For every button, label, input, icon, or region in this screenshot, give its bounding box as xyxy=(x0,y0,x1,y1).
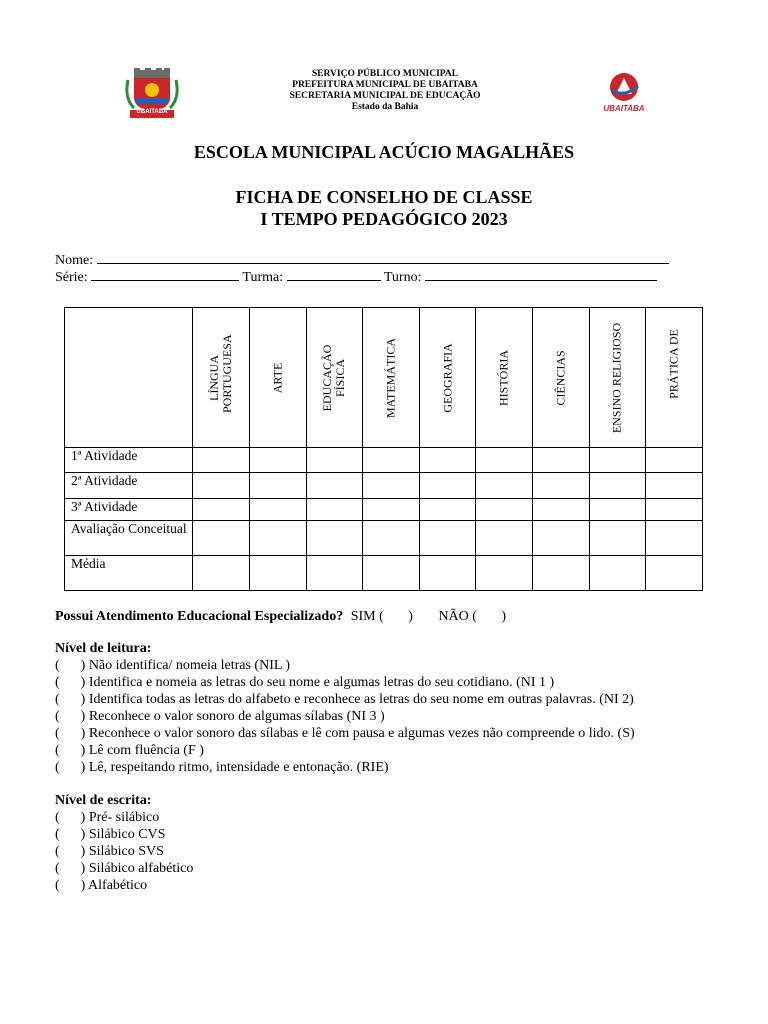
grade-cell[interactable] xyxy=(646,556,703,591)
subject-header xyxy=(589,308,646,448)
grade-cell[interactable] xyxy=(193,448,250,473)
grade-cell[interactable] xyxy=(533,556,590,591)
reading-option[interactable]: ( ) Lê, respeitando ritmo, intensidade e entonação. (RIE) xyxy=(55,760,389,775)
row-label: 1ª Atividade xyxy=(65,448,193,473)
serie-input-line[interactable] xyxy=(91,269,239,281)
subject-label: CIÊNCIAS xyxy=(553,349,568,406)
grades-table xyxy=(64,307,703,591)
subject-label: LÍNGUA PORTUGUESA xyxy=(207,333,235,413)
form-title-line-1: FICHA DE CONSELHO DE CLASSE xyxy=(235,187,533,207)
grade-cell[interactable] xyxy=(419,556,476,591)
municipal-crest-logo xyxy=(124,68,180,120)
turma-label: Turma: xyxy=(242,270,284,285)
school-name: ESCOLA MUNICIPAL ACÚCIO MAGALHÃES xyxy=(193,142,575,162)
grade-cell[interactable] xyxy=(533,521,590,556)
grade-cell[interactable] xyxy=(476,473,533,499)
grade-cell[interactable] xyxy=(646,473,703,499)
subject-header xyxy=(476,308,533,448)
grade-cell[interactable] xyxy=(589,499,646,521)
row-label: Avaliação Conceitual xyxy=(65,521,193,556)
grade-cell[interactable] xyxy=(476,499,533,521)
reading-option[interactable]: ( ) Não identifica/ nomeia letras (NIL ) xyxy=(55,658,291,673)
reading-option[interactable]: ( ) Identifica e nomeia as letras do seu nome e algumas letras do seu cotidiano. (NI 1 ) xyxy=(55,675,555,690)
aee-question-row xyxy=(55,608,506,625)
ubaitaba-brand-logo xyxy=(594,70,654,122)
reading-option[interactable]: ( ) Reconhece o valor sonoro das sílabas e lê com pausa e algumas vezes não compreende o lido. (S) xyxy=(55,726,635,741)
writing-level-section xyxy=(55,792,193,894)
reading-option[interactable]: ( ) Reconhece o valor sonoro de algumas sílabas (NI 3 ) xyxy=(55,709,385,724)
turma-input-line[interactable] xyxy=(287,269,381,281)
grade-cell[interactable] xyxy=(419,473,476,499)
subject-header xyxy=(363,308,420,448)
row-label: 3ª Atividade xyxy=(65,499,193,521)
aee-nao-option[interactable]: NÃO ( ) xyxy=(438,609,507,624)
subject-header xyxy=(250,308,307,448)
grade-cell[interactable] xyxy=(589,473,646,499)
grade-cell[interactable] xyxy=(250,556,307,591)
header-line-1: SERVIÇO PÚBLICO MUNICIPAL xyxy=(311,69,459,79)
row-label: 2ª Atividade xyxy=(65,473,193,499)
crest-ribbon-text: UBAITABA xyxy=(136,109,168,115)
header-line-4: Estado da Bahia xyxy=(351,102,419,112)
brand-logo-text: UBAITABA xyxy=(603,104,645,113)
subject-header xyxy=(646,308,703,448)
grade-cell[interactable] xyxy=(589,556,646,591)
grade-cell[interactable] xyxy=(476,521,533,556)
subject-label: ENSINO RELIGIOSO xyxy=(609,322,624,433)
turno-label: Turno: xyxy=(383,270,422,285)
table-row xyxy=(65,448,703,473)
reading-option[interactable]: ( ) Lê com fluência (F ) xyxy=(55,743,204,758)
writing-option[interactable]: ( ) Pré- silábico xyxy=(55,810,160,825)
serie-label: Série: xyxy=(55,270,88,285)
subject-label: EDUCAÇÃO FÍSICA xyxy=(320,344,348,411)
row-label: Média xyxy=(65,556,193,591)
institution-header xyxy=(220,69,550,113)
grade-cell[interactable] xyxy=(193,521,250,556)
grade-cell[interactable] xyxy=(250,448,307,473)
grade-cell[interactable] xyxy=(363,473,420,499)
grade-cell[interactable] xyxy=(419,448,476,473)
form-title xyxy=(0,186,768,230)
grade-cell[interactable] xyxy=(589,448,646,473)
grade-cell[interactable] xyxy=(533,448,590,473)
grade-cell[interactable] xyxy=(476,556,533,591)
grade-cell[interactable] xyxy=(646,521,703,556)
writing-level-title: Nível de escrita: xyxy=(55,793,152,808)
subject-header xyxy=(533,308,590,448)
grade-cell[interactable] xyxy=(363,448,420,473)
subject-label: GEOGRAFIA xyxy=(440,342,455,413)
subject-header xyxy=(306,308,363,448)
reading-level-section xyxy=(55,640,635,776)
grade-cell[interactable] xyxy=(533,499,590,521)
grade-cell[interactable] xyxy=(646,448,703,473)
grade-cell[interactable] xyxy=(306,521,363,556)
grade-cell[interactable] xyxy=(363,499,420,521)
grade-cell[interactable] xyxy=(250,473,307,499)
grade-cell[interactable] xyxy=(589,521,646,556)
grade-cell[interactable] xyxy=(193,556,250,591)
table-corner-cell xyxy=(65,308,193,448)
table-row xyxy=(65,556,703,591)
grade-cell[interactable] xyxy=(363,556,420,591)
reading-level-title: Nível de leitura: xyxy=(55,641,152,656)
writing-option[interactable]: ( ) Alfabético xyxy=(55,878,148,893)
header-line-3: SECRETARIA MUNICIPAL DE EDUCAÇÃO xyxy=(289,91,481,101)
writing-option[interactable]: ( ) Silábico alfabético xyxy=(55,861,194,876)
nome-label: Nome: xyxy=(55,253,94,268)
grade-cell[interactable] xyxy=(533,473,590,499)
subject-label: ARTE xyxy=(270,362,285,393)
aee-sim-option[interactable]: SIM ( ) xyxy=(350,609,413,624)
grade-cell[interactable] xyxy=(250,499,307,521)
grade-cell[interactable] xyxy=(193,473,250,499)
subject-header xyxy=(193,308,250,448)
table-row xyxy=(65,473,703,499)
nome-input-line[interactable] xyxy=(97,252,669,264)
grade-cell[interactable] xyxy=(306,448,363,473)
subject-label: PRÁTICA DE xyxy=(666,328,681,399)
reading-option[interactable]: ( ) Identifica todas as letras do alfabeto e reconhece as letras do seu nome em outras palavras. (NI 2) xyxy=(55,692,634,707)
header-line-2: PREFEITURA MUNICIPAL DE UBAITABA xyxy=(292,80,478,90)
subject-label: MATEMÁTICA xyxy=(383,337,398,418)
grade-cell[interactable] xyxy=(476,448,533,473)
grade-cell[interactable] xyxy=(306,473,363,499)
nome-field-row xyxy=(55,252,669,269)
table-row xyxy=(65,499,703,521)
subject-label: HISTÓRIA xyxy=(496,349,511,406)
writing-option[interactable]: ( ) Silábico CVS xyxy=(55,827,166,842)
serie-turma-turno-row xyxy=(55,269,657,286)
grade-cell[interactable] xyxy=(419,521,476,556)
grade-cell[interactable] xyxy=(250,521,307,556)
grade-cell[interactable] xyxy=(646,499,703,521)
grade-cell[interactable] xyxy=(419,499,476,521)
grade-cell[interactable] xyxy=(193,499,250,521)
subject-header xyxy=(419,308,476,448)
table-header-row xyxy=(65,308,703,448)
grade-cell[interactable] xyxy=(363,521,420,556)
form-title-line-2: I TEMPO PEDAGÓGICO 2023 xyxy=(260,209,508,229)
grade-cell[interactable] xyxy=(306,499,363,521)
writing-option[interactable]: ( ) Silábico SVS xyxy=(55,844,164,859)
table-row xyxy=(65,521,703,556)
aee-question: Possui Atendimento Educacional Especializado? xyxy=(55,609,344,624)
grade-cell[interactable] xyxy=(306,556,363,591)
turno-input-line[interactable] xyxy=(425,269,657,281)
